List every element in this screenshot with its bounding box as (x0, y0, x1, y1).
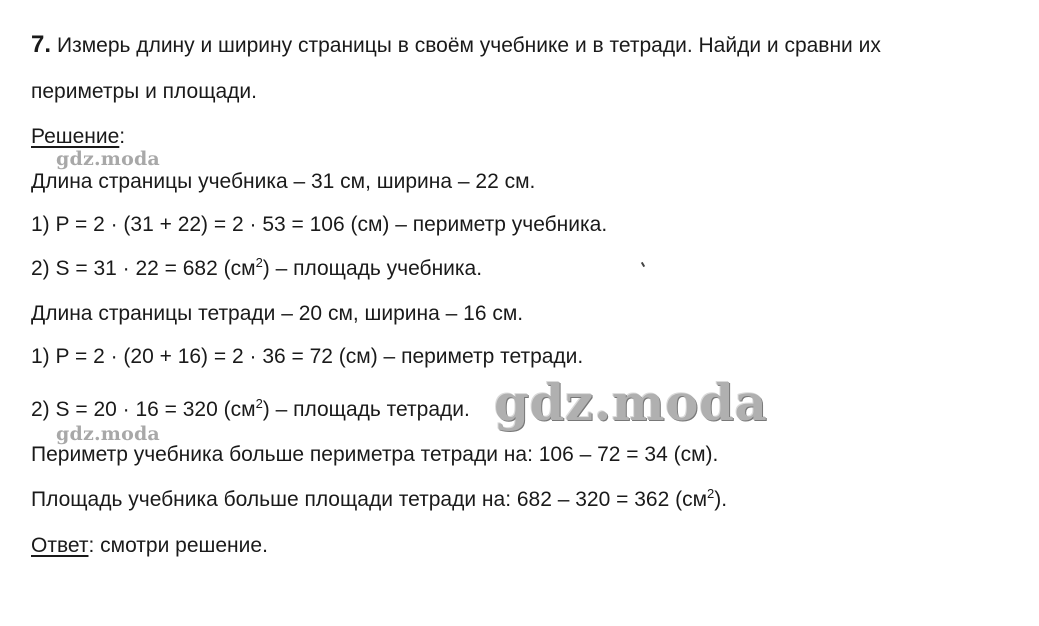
solution-heading: Решение (31, 125, 120, 148)
superscript: 2 (707, 486, 715, 501)
area-formula-2-end: ) – площадь тетради. (262, 398, 470, 421)
superscript: 2 (255, 255, 263, 270)
answer-text: : смотри решение. (88, 534, 268, 557)
area-formula-2: 2) S = 20 · 16 = 320 (см (31, 398, 256, 421)
speck-mark (641, 262, 645, 267)
solution-line-6 (31, 397, 470, 423)
answer-line (31, 533, 268, 559)
watermark-big: gdz.moda (494, 373, 768, 432)
watermark-small-top: gdz.moda (56, 148, 160, 170)
solution-line-5: 1) P = 2 · (20 + 16) = 2 · 36 = 72 (см) – периметр тетради. (31, 345, 584, 368)
watermark-small-bottom: gdz.moda (56, 423, 160, 445)
solution-line-2: 1) P = 2 · (31 + 22) = 2 · 53 = 106 (см) – периметр учебника. (31, 213, 608, 236)
task-text-2: периметры и площади. (31, 80, 257, 103)
area-formula-1: 2) S = 31 · 22 = 682 (см (31, 257, 256, 280)
solution-line-3 (31, 256, 482, 282)
superscript: 2 (255, 396, 263, 411)
area-formula-1-end: ) – площадь учебника. (262, 257, 483, 280)
area-diff-end: ). (714, 488, 728, 511)
answer-label: Ответ (31, 534, 89, 557)
solution-line-1: Длина страницы учебника – 31 см, ширина – 22 см. (31, 170, 536, 193)
task-number: 7. (31, 31, 52, 58)
task-text-1: Измерь длину и ширину страницы в своём учебнике и в тетради. Найди и сравни их (57, 34, 881, 57)
solution-heading-line (31, 124, 125, 150)
solution-heading-colon: : (119, 125, 126, 148)
task-line-1 (31, 32, 881, 59)
solution-line-8 (31, 487, 727, 513)
task-line-2 (31, 79, 257, 105)
solution-line-4: Длина страницы тетради – 20 см, ширина – 16 см. (31, 302, 524, 325)
area-diff: Площадь учебника больше площади тетради на: 682 – 320 = 362 (см (31, 488, 708, 511)
solution-line-7: Периметр учебника больше периметра тетради на: 106 – 72 = 34 (см). (31, 443, 719, 466)
